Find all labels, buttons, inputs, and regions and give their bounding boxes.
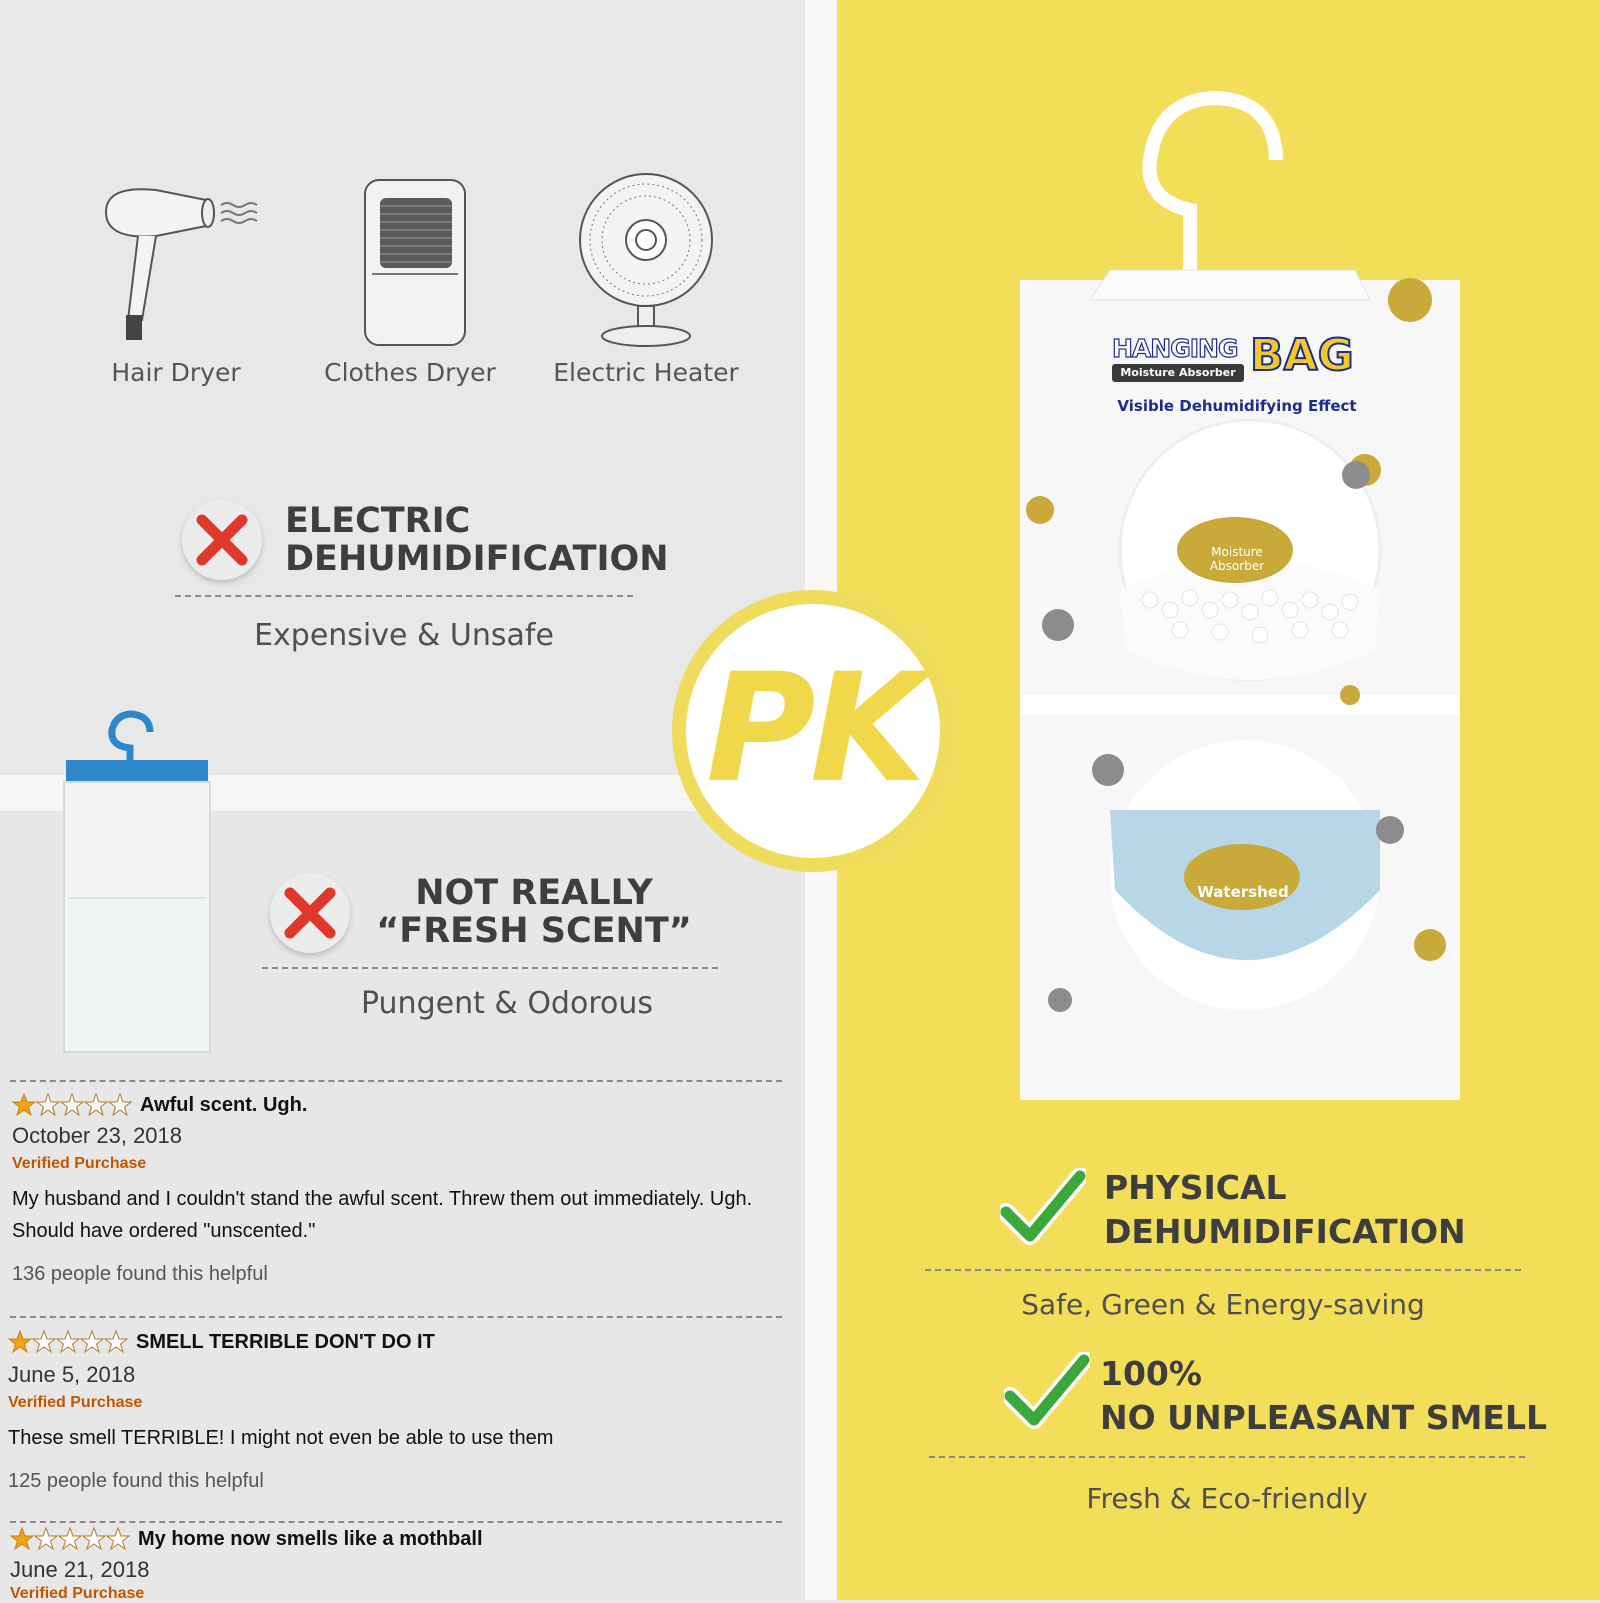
heading-line: NOT REALLY: [415, 873, 653, 913]
review: [8, 1330, 798, 1493]
review-body-line: Should have ordered "unscented.": [12, 1220, 316, 1242]
verified-badge: Verified Purchase: [12, 1155, 147, 1172]
product-image: [1020, 90, 1470, 1100]
review-divider: [10, 1316, 782, 1318]
brand-bag: BAG: [1250, 330, 1354, 381]
appliance-hair-dryer: [66, 170, 286, 387]
review-date: June 21, 2018: [10, 1557, 150, 1582]
good-subtitle-1: Safe, Green & Energy-saving: [1021, 1288, 1425, 1321]
check-mark-icon: [1004, 1352, 1090, 1432]
appliance-label: Electric Heater: [553, 358, 739, 387]
divider: [929, 1456, 1525, 1458]
hair-dryer-icon: [76, 170, 276, 350]
star-rating-icon: [8, 1330, 130, 1354]
review-title[interactable]: My home now smells like a mothball: [138, 1527, 483, 1550]
star-rating-icon: [10, 1527, 132, 1551]
verified-badge: Verified Purchase: [8, 1394, 143, 1411]
brand-hanging: HANGING: [1112, 334, 1238, 363]
heading-line: 100%: [1100, 1354, 1202, 1393]
label-line: Moisture: [1211, 545, 1263, 559]
x-mark-icon: [270, 873, 350, 953]
bad-heading-2: [364, 874, 704, 950]
bad-subtitle-1: Expensive & Unsafe: [254, 618, 554, 653]
clothes-dryer-icon: [310, 170, 510, 350]
left-top-panel: [0, 0, 805, 775]
verified-badge: Verified Purchase: [10, 1585, 145, 1602]
top-compartment-label: [1178, 545, 1296, 573]
divider: [262, 967, 718, 969]
heading-line: DEHUMIDIFICATION: [285, 539, 669, 579]
helpful-count: 136 people found this helpful: [12, 1263, 268, 1285]
check-mark-icon: [1000, 1168, 1086, 1248]
review-body-line: My husband and I couldn't stand the awful scent. Threw them out immediately. Ugh.: [12, 1188, 753, 1210]
electric-heater-icon: [546, 170, 746, 350]
heading-line: NO UNPLEASANT SMELL: [1100, 1398, 1547, 1437]
heading-line: “FRESH SCENT”: [376, 911, 692, 951]
review: [12, 1093, 802, 1286]
review: [10, 1527, 800, 1603]
label-line: Absorber: [1209, 559, 1265, 573]
divider: [925, 1269, 1521, 1271]
review-divider: [10, 1080, 782, 1082]
good-subtitle-2: Fresh & Eco-friendly: [1086, 1482, 1368, 1515]
review-title[interactable]: Awful scent. Ugh.: [140, 1093, 308, 1116]
review-body: [12, 1183, 802, 1247]
good-heading-1: [1104, 1166, 1466, 1254]
bottom-compartment-label: Watershed: [1197, 883, 1289, 901]
heading-line: DEHUMIDIFICATION: [1104, 1212, 1466, 1251]
heading-line: PHYSICAL: [1104, 1168, 1287, 1207]
brand-strip: Moisture Absorber: [1112, 364, 1244, 382]
good-heading-2: [1100, 1352, 1547, 1440]
divider: [175, 595, 633, 597]
appliance-clothes-dryer: [300, 170, 520, 387]
pk-badge-inner: [686, 604, 940, 858]
pk-badge: [672, 590, 954, 872]
appliance-label: Clothes Dryer: [324, 358, 496, 387]
review-divider: [10, 1521, 782, 1523]
product-tagline: Visible Dehumidifying Effect: [1117, 397, 1357, 415]
star-rating-icon: [12, 1093, 134, 1117]
competitor-product-image: [58, 708, 218, 1058]
appliance-electric-heater: [536, 170, 756, 387]
appliance-label: Hair Dryer: [111, 358, 241, 387]
review-date: October 23, 2018: [12, 1123, 183, 1148]
helpful-count: 125 people found this helpful: [8, 1470, 264, 1492]
bad-subtitle-2: Pungent & Odorous: [360, 986, 654, 1021]
x-mark-icon: [182, 500, 262, 580]
review-date: June 5, 2018: [8, 1362, 136, 1387]
hanging-bag-illustration: [1020, 90, 1470, 1100]
heading-line: ELECTRIC: [285, 501, 471, 541]
review-body: These smell TERRIBLE! I might not even be able to use them: [8, 1427, 554, 1449]
pk-text: PK: [705, 642, 921, 816]
bad-heading-1: [285, 502, 669, 578]
review-title[interactable]: SMELL TERRIBLE DON'T DO IT: [136, 1330, 435, 1353]
